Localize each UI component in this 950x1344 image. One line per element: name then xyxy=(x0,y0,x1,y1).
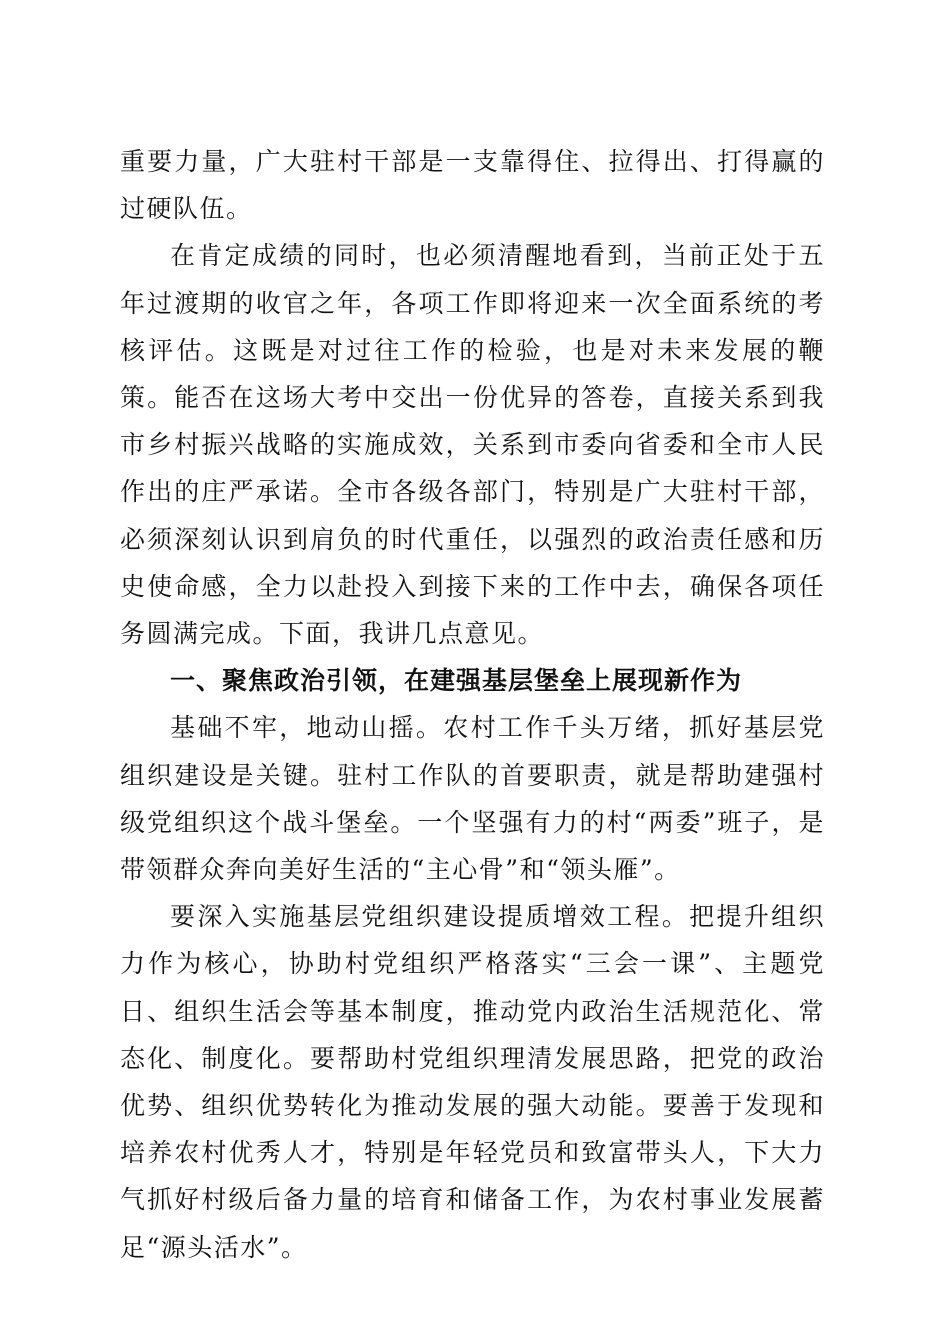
paragraph-party-building: 要深入实施基层党组织建设提质增效工程。把提升组织力作为核心，协助村党组织严格落实“三会一课”、主题党日、组织生活会等基本制度，推动党内政治生活规范化、常态化、制度化。要帮助村党组织理清发展思路，把党的政治优势、组织优势转化为推动发展的强大动能。要善于发现和培养农村优秀人才，特别是年轻党员和致富带头人，下大力气抓好村级后备力量的培育和储备工作，为农村事业发展蓄足“源头活水”。 xyxy=(120,902,825,1262)
document-body xyxy=(120,138,825,1271)
paragraph-continuation: 重要力量，广大驻村干部是一支靠得住、拉得出、打得赢的过硬队伍。 xyxy=(120,147,825,224)
paragraph-assessment: 在肯定成绩的同时，也必须清醒地看到，当前正处于五年过渡期的收官之年，各项工作即将迎来一次全面系统的考核评估。这既是对过往工作的检验，也是对未来发展的鞭策。能否在这场大考中交出一份优异的答卷，直接关系到我市乡村振兴战略的实施成效，关系到市委向省委和全市人民作出的庄严承诺。全市各级各部门，特别是广大驻村干部，必须深刻认识到肩负的时代重任，以强烈的政治责任感和历史使命感，全力以赴投入到接下来的工作中去，确保各项任务圆满完成。下面，我讲几点意见。 xyxy=(120,241,825,649)
section-heading: 一、聚焦政治引领，在建强基层堡垒上展现新作为 xyxy=(170,666,743,696)
paragraph-foundation: 基础不牢，地动山摇。农村工作千头万绪，抓好基层党组织建设是关键。驻村工作队的首要职责，就是帮助建强村级党组织这个战斗堡垒。一个坚强有力的村“两委”班子，是带领群众奔向美好生活的“主心骨”和“领头雁”。 xyxy=(120,713,825,885)
